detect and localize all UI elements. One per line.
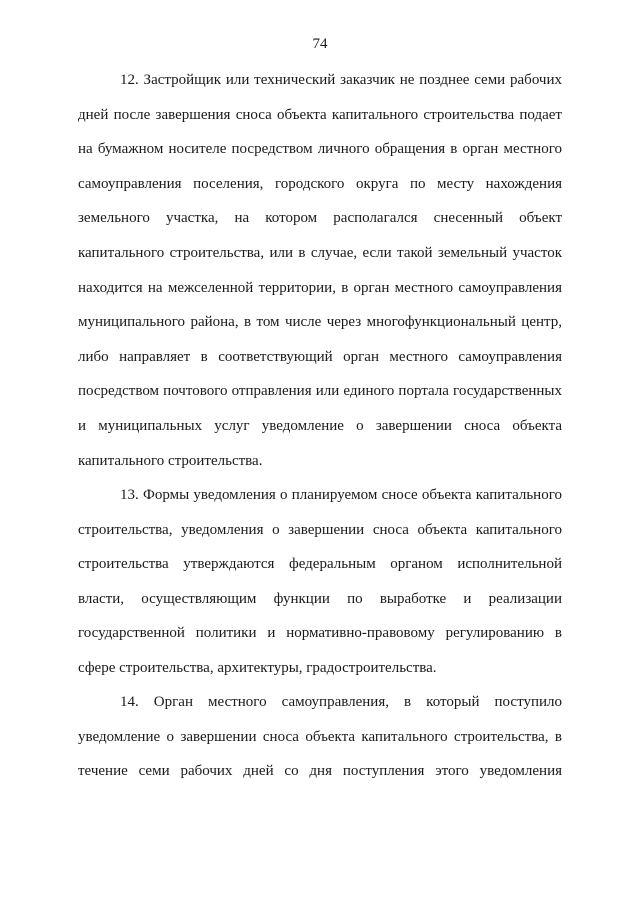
text-line: самоуправления поселения, городского округа по месту нахождения bbox=[78, 175, 562, 192]
text-line: государственной политики и нормативно-правовому регулированию в bbox=[78, 625, 562, 642]
text-line: дней после завершения сноса объекта капитального строительства подает bbox=[78, 106, 562, 123]
text-line: посредством почтового отправления или единого портала государственных bbox=[78, 383, 562, 400]
text-line: 13. Формы уведомления о планируемом сносе объекта капитального bbox=[120, 487, 562, 503]
text-line: на бумажном носителе посредством личного обращения в орган местного bbox=[78, 141, 562, 158]
text-line: течение семи рабочих дней со дня поступления этого уведомления bbox=[78, 763, 562, 780]
text-line: капитального строительства. bbox=[78, 452, 263, 469]
text-line: сфере строительства, архитектуры, градостроительства. bbox=[78, 659, 437, 676]
text-line: строительства, уведомления о завершении сноса объекта капитального bbox=[78, 521, 562, 538]
text-line: муниципального района, в том числе через многофункциональный центр, bbox=[78, 314, 562, 331]
text-line: капитального строительства, или в случае, если такой земельный участок bbox=[78, 244, 562, 261]
text-line: земельного участка, на котором располагался снесенный объект bbox=[78, 210, 562, 227]
text-line: строительства утверждаются федеральным органом исполнительной bbox=[78, 556, 562, 573]
paragraph-12 bbox=[78, 63, 562, 478]
text-line: власти, осуществляющим функции по выработке и реализации bbox=[78, 590, 562, 607]
text-line: находится на межселенной территории, в орган местного самоуправления bbox=[78, 279, 562, 296]
page-number: 74 bbox=[312, 36, 328, 52]
text-line: 12. Застройщик или технический заказчик не позднее семи рабочих bbox=[120, 72, 562, 88]
text-line: либо направляет в соответствующий орган местного самоуправления bbox=[78, 348, 562, 365]
text-line: и муниципальных услуг уведомление о завершении сноса объекта bbox=[78, 417, 562, 434]
text-line: 14. Орган местного самоуправления, в который поступило bbox=[120, 694, 562, 710]
paragraph-13 bbox=[78, 478, 562, 686]
paragraph-14 bbox=[78, 685, 562, 789]
text-line: уведомление о завершении сноса объекта капитального строительства, в bbox=[78, 728, 562, 745]
